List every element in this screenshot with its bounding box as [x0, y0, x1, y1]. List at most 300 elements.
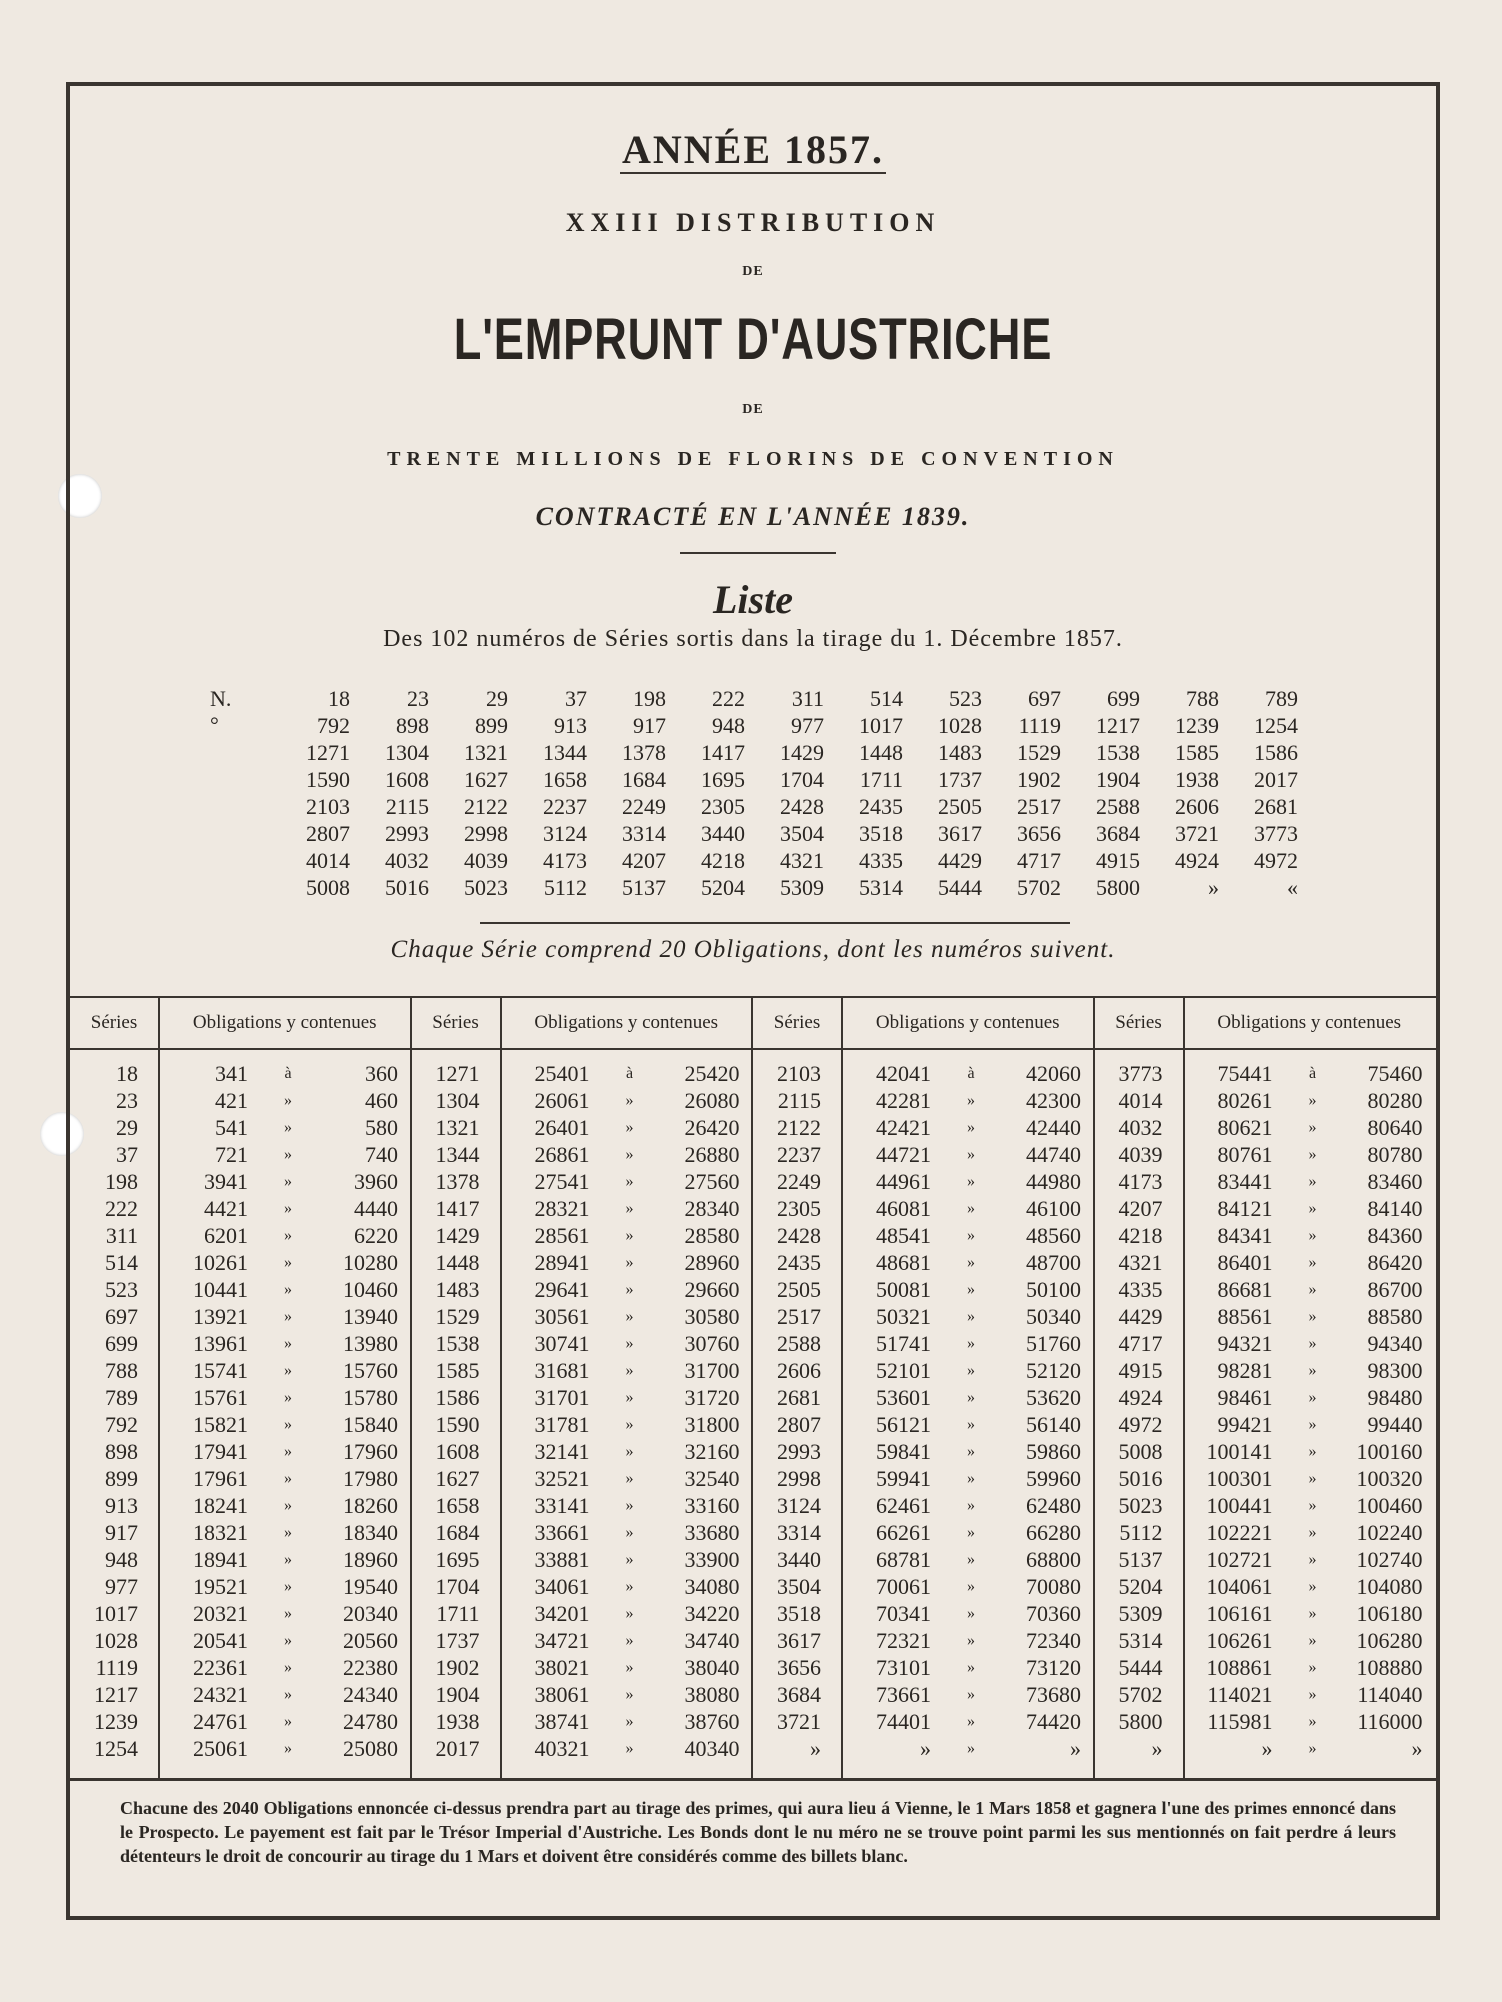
footnote-text: Chacune des 2040 Obligations ennoncée ci-dessus prendra part au tirage des primes, qui aura lieu á Vienne, le 1 Mars 1858 et gagnera l'une des primes ennoncé dans le Prospecto. Le payement est fait par le Trésor Imperial d'Austriche. Les Bonds dont le nu méro ne se trouve point parmi les sus mentionnés on fait perdre á leurs détenteurs le droit de concourir au tirage du 1 Mars et doivent être considérés comme des billets blanc. [120, 1798, 1396, 1866]
obligation-from-cell: 20321 [193, 1601, 248, 1626]
series-cell: 917 [105, 1520, 138, 1545]
range-separator: à [284, 1065, 292, 1082]
range-separator: » [1308, 1740, 1317, 1757]
range-separator: » [284, 1497, 292, 1514]
obligation-to-cell: 42300 [1026, 1088, 1081, 1113]
series-cell: 4039 [1118, 1142, 1163, 1167]
table-row [70, 1573, 1436, 1600]
obligation-to-cell: 106280 [1356, 1628, 1423, 1653]
series-cell: 4335 [1118, 1277, 1163, 1302]
series-number: 697 [1028, 686, 1061, 711]
series-cell: 3617 [777, 1628, 821, 1653]
series-cell: 1904 [435, 1682, 480, 1707]
series-cell: 1417 [435, 1196, 480, 1221]
series-cell: 4915 [1118, 1358, 1163, 1383]
series-number: 1704 [780, 767, 824, 792]
obligation-from-cell: 22361 [193, 1655, 248, 1680]
range-separator: » [1308, 1173, 1317, 1190]
obligation-to-cell: 28960 [684, 1250, 740, 1275]
obligation-from-cell: 25061 [193, 1736, 248, 1761]
series-number: 1254 [1254, 713, 1298, 738]
series-number: 5800 [1096, 875, 1140, 900]
obligation-to-cell: 62480 [1026, 1493, 1081, 1518]
series-number: 1028 [938, 713, 982, 738]
series-number: 2505 [938, 794, 982, 819]
range-separator: » [1308, 1686, 1317, 1703]
range-separator: » [625, 1713, 634, 1730]
range-separator: » [284, 1200, 292, 1217]
range-separator: » [1308, 1362, 1317, 1379]
series-number: 917 [633, 713, 666, 738]
document-sheet [66, 82, 1440, 1920]
series-number: 311 [791, 686, 824, 711]
obligations-table [70, 996, 1436, 1781]
obligation-to-cell: 116000 [1357, 1709, 1423, 1734]
range-separator: » [967, 1551, 975, 1568]
series-number: 1448 [859, 740, 903, 765]
series-cell: 1902 [435, 1655, 480, 1680]
range-separator: » [967, 1443, 975, 1460]
series-number: 2305 [701, 794, 745, 819]
obligation-to-cell: 59960 [1026, 1466, 1081, 1491]
obligation-to-cell: 25420 [684, 1061, 740, 1086]
series-number: 4014 [306, 848, 350, 873]
series-cell: 789 [105, 1385, 138, 1410]
series-number: 3684 [1096, 821, 1140, 846]
range-separator: » [967, 1497, 975, 1514]
obligation-to-cell: » [1411, 1736, 1423, 1761]
obligation-to-cell: 13980 [343, 1331, 398, 1356]
series-number: 5008 [306, 875, 350, 900]
series-number: 4173 [543, 848, 587, 873]
obligation-from-cell: 74401 [876, 1709, 931, 1734]
obligations-column-header: Obligations y contenues [500, 998, 754, 1050]
obligation-from-cell: 98281 [1217, 1358, 1273, 1383]
series-number: 1737 [938, 767, 982, 792]
range-separator: » [284, 1551, 292, 1568]
series-cell: 1344 [435, 1142, 480, 1167]
obligation-to-cell: 94340 [1367, 1331, 1423, 1356]
obligation-to-cell: 52120 [1026, 1358, 1081, 1383]
range-separator: » [1308, 1092, 1317, 1109]
obligation-from-cell: 18321 [193, 1520, 248, 1545]
series-number: 977 [791, 713, 824, 738]
series-number: 3617 [938, 821, 982, 846]
loan-title: L'EMPRUNT D'AUSTRICHE [453, 307, 1053, 372]
series-number: 523 [949, 686, 982, 711]
series-number: 1586 [1254, 740, 1298, 765]
obligation-to-cell: 51760 [1026, 1331, 1081, 1356]
range-separator: » [625, 1686, 634, 1703]
series-cell: 3124 [777, 1493, 821, 1518]
obligation-from-cell: 106161 [1206, 1601, 1273, 1626]
series-number: 789 [1265, 686, 1298, 711]
range-separator: » [967, 1308, 975, 1325]
range-separator: » [625, 1605, 634, 1622]
obligation-from-cell: 6201 [204, 1223, 248, 1248]
range-separator: » [625, 1524, 634, 1541]
table-row [70, 1249, 1436, 1276]
series-number: 5314 [859, 875, 903, 900]
range-separator: » [967, 1524, 975, 1541]
obligation-from-cell: 26861 [534, 1142, 590, 1167]
obligation-to-cell: 50100 [1026, 1277, 1081, 1302]
series-cell: 913 [105, 1493, 138, 1518]
series-number: 1217 [1096, 713, 1140, 738]
obligation-from-cell: 28321 [534, 1196, 590, 1221]
series-number: 4039 [464, 848, 508, 873]
range-separator: » [625, 1443, 634, 1460]
table-row [70, 1114, 1436, 1141]
series-cell: 1271 [435, 1061, 480, 1086]
series-cell: 1378 [435, 1169, 480, 1194]
range-separator: » [284, 1605, 292, 1622]
obligation-from-cell: 80261 [1217, 1088, 1273, 1113]
table-row [70, 1708, 1436, 1735]
range-separator: » [284, 1686, 292, 1703]
range-separator: » [625, 1362, 634, 1379]
obligation-to-cell: 29660 [684, 1277, 740, 1302]
obligation-to-cell: 80640 [1367, 1115, 1423, 1140]
obligation-to-cell: 17960 [343, 1439, 398, 1464]
series-cell: 1239 [94, 1709, 138, 1734]
range-separator: » [284, 1443, 292, 1460]
obligation-from-cell: 32141 [534, 1439, 590, 1464]
series-number: 948 [712, 713, 745, 738]
series-cell: 898 [105, 1439, 138, 1464]
obligation-from-cell: 80761 [1217, 1142, 1273, 1167]
range-separator: » [967, 1578, 975, 1595]
obligation-to-cell: » [1070, 1736, 1081, 1761]
obligation-to-cell: 84360 [1367, 1223, 1423, 1248]
range-separator: » [284, 1308, 292, 1325]
obligation-to-cell: 32540 [684, 1466, 740, 1491]
range-separator: » [1308, 1551, 1317, 1568]
series-cell: 2103 [777, 1061, 821, 1086]
range-separator: » [1308, 1146, 1317, 1163]
range-separator: » [284, 1362, 292, 1379]
series-cell: 1627 [435, 1466, 480, 1491]
range-separator: » [284, 1092, 292, 1109]
series-cell: 697 [105, 1304, 138, 1329]
series-number: 1304 [385, 740, 429, 765]
obligation-from-cell: 73101 [876, 1655, 931, 1680]
range-separator: » [967, 1389, 975, 1406]
series-number: 788 [1186, 686, 1219, 711]
obligation-to-cell: 42060 [1026, 1061, 1081, 1086]
range-separator: » [284, 1119, 292, 1136]
obligation-from-cell: 114021 [1207, 1682, 1273, 1707]
range-separator: » [284, 1173, 292, 1190]
series-number: 1684 [622, 767, 666, 792]
series-number: 198 [633, 686, 666, 711]
series-number: 3504 [780, 821, 824, 846]
obligation-to-cell: 13940 [343, 1304, 398, 1329]
list-title: Liste [713, 577, 793, 622]
range-separator: » [967, 1092, 975, 1109]
obligation-from-cell: 102221 [1206, 1520, 1273, 1545]
obligation-to-cell: 20560 [343, 1628, 398, 1653]
table-row [70, 1303, 1436, 1330]
range-separator: » [1308, 1335, 1317, 1352]
series-cell: 523 [105, 1277, 138, 1302]
series-column-header: Séries [70, 998, 158, 1050]
series-number: 4924 [1175, 848, 1219, 873]
obligation-to-cell: 34740 [684, 1628, 740, 1653]
obligation-from-cell: 34061 [534, 1574, 590, 1599]
table-row [70, 1735, 1436, 1762]
obligation-from-cell: 42421 [876, 1115, 931, 1140]
obligation-from-cell: 88561 [1217, 1304, 1273, 1329]
obligation-to-cell: 80780 [1367, 1142, 1423, 1167]
series-cell: 1321 [435, 1115, 480, 1140]
obligation-to-cell: 26420 [684, 1115, 740, 1140]
obligation-to-cell: 73120 [1026, 1655, 1081, 1680]
series-number: 18 [328, 686, 350, 711]
obligation-to-cell: 18960 [343, 1547, 398, 1572]
obligation-to-cell: 6220 [354, 1223, 398, 1248]
series-number: 699 [1107, 686, 1140, 711]
obligation-from-cell: 46081 [876, 1196, 931, 1221]
obligation-from-cell: 53601 [876, 1385, 931, 1410]
series-number: 792 [317, 713, 350, 738]
obligation-from-cell: 59841 [876, 1439, 931, 1464]
series-cell: 3684 [777, 1682, 821, 1707]
range-separator: » [284, 1146, 292, 1163]
range-separator: » [967, 1416, 975, 1433]
series-number: 2681 [1254, 794, 1298, 819]
series-cell: 788 [105, 1358, 138, 1383]
obligation-from-cell: 50321 [876, 1304, 931, 1329]
obligation-to-cell: 108880 [1356, 1655, 1423, 1680]
series-number: 2428 [780, 794, 824, 819]
obligation-from-cell: 34721 [534, 1628, 590, 1653]
range-separator: » [625, 1200, 634, 1217]
series-cell: 4924 [1118, 1385, 1163, 1410]
obligation-from-cell: 108861 [1206, 1655, 1273, 1680]
range-separator: » [1308, 1497, 1317, 1514]
obligation-from-cell: 51741 [876, 1331, 931, 1356]
range-separator: » [284, 1632, 292, 1649]
series-cell: 4429 [1118, 1304, 1163, 1329]
range-separator: » [1308, 1632, 1317, 1649]
obligation-from-cell: 44961 [876, 1169, 931, 1194]
obligation-to-cell: 102240 [1356, 1520, 1423, 1545]
range-separator: à [967, 1065, 975, 1082]
series-cell: 1429 [435, 1223, 480, 1248]
obligation-to-cell: 44740 [1026, 1142, 1081, 1167]
obligation-to-cell: 10460 [343, 1277, 398, 1302]
range-separator: » [967, 1146, 975, 1163]
range-separator: » [284, 1524, 292, 1541]
series-number: 1239 [1175, 713, 1219, 738]
obligation-from-cell: 10441 [193, 1277, 248, 1302]
series-number: 1344 [543, 740, 587, 765]
obligation-from-cell: 27541 [534, 1169, 590, 1194]
series-number: 2249 [622, 794, 666, 819]
series-cell: 3773 [1118, 1061, 1163, 1086]
obligation-to-cell: 33680 [684, 1520, 740, 1545]
range-separator: » [967, 1335, 975, 1352]
divider-rule-2 [480, 922, 1070, 924]
obligation-from-cell: 68781 [876, 1547, 931, 1572]
series-number: 2606 [1175, 794, 1219, 819]
range-separator: » [967, 1740, 975, 1757]
obligation-from-cell: 28561 [534, 1223, 590, 1248]
obligation-to-cell: 38760 [684, 1709, 740, 1734]
series-number: 3656 [1017, 821, 1061, 846]
series-cell: 3504 [777, 1574, 821, 1599]
series-number: 1585 [1175, 740, 1219, 765]
range-separator: à [625, 1065, 634, 1082]
series-number: 913 [554, 713, 587, 738]
obligation-from-cell: 4421 [204, 1196, 248, 1221]
series-cell: 1304 [435, 1088, 480, 1113]
table-row [70, 1357, 1436, 1384]
obligation-to-cell: 38080 [684, 1682, 740, 1707]
series-number: 2017 [1254, 767, 1298, 792]
series-cell: 1529 [435, 1304, 480, 1329]
range-separator: » [625, 1173, 634, 1190]
range-separator: à [1308, 1065, 1317, 1082]
obligation-from-cell: 15761 [193, 1385, 248, 1410]
series-cell: 1684 [435, 1520, 480, 1545]
range-separator: » [967, 1254, 975, 1271]
obligation-from-cell: 15741 [193, 1358, 248, 1383]
series-cell: 1590 [435, 1412, 480, 1437]
series-number: 2237 [543, 794, 587, 819]
series-number: 1695 [701, 767, 745, 792]
series-number: 4335 [859, 848, 903, 873]
series-cell: 1711 [436, 1601, 480, 1626]
series-number: 5112 [543, 875, 587, 900]
series-number: » [1208, 875, 1219, 900]
range-separator: » [625, 1308, 634, 1325]
series-cell: 5800 [1118, 1709, 1163, 1734]
obligation-to-cell: 31720 [684, 1385, 740, 1410]
obligation-to-cell: 33900 [684, 1547, 740, 1572]
obligation-to-cell: 86420 [1367, 1250, 1423, 1275]
obligation-to-cell: 28340 [684, 1196, 740, 1221]
table-row [70, 1438, 1436, 1465]
series-cell: 1737 [435, 1628, 480, 1653]
series-cell: 899 [105, 1466, 138, 1491]
range-separator: » [967, 1686, 975, 1703]
series-number: 5137 [622, 875, 666, 900]
range-separator: » [967, 1470, 975, 1487]
obligation-to-cell: 580 [365, 1115, 398, 1140]
series-number: 1627 [464, 767, 508, 792]
obligation-from-cell: 94321 [1217, 1331, 1273, 1356]
series-cell: 2435 [777, 1250, 821, 1275]
range-separator: » [1308, 1281, 1317, 1298]
obligation-from-cell: 26061 [534, 1088, 590, 1113]
series-cell: 1658 [435, 1493, 480, 1518]
obligation-to-cell: 34220 [684, 1601, 740, 1626]
obligation-to-cell: 32160 [684, 1439, 740, 1464]
obligation-to-cell: 22380 [343, 1655, 398, 1680]
obligation-to-cell: 74420 [1026, 1709, 1081, 1734]
series-cell: 1586 [435, 1385, 480, 1410]
series-number: 1938 [1175, 767, 1219, 792]
obligation-to-cell: 50340 [1026, 1304, 1081, 1329]
series-cell: 4014 [1118, 1088, 1163, 1113]
obligation-from-cell: 59941 [876, 1466, 931, 1491]
series-cell: 2505 [777, 1277, 821, 1302]
series-number: 3314 [622, 821, 666, 846]
obligation-from-cell: 33661 [534, 1520, 590, 1545]
obligation-from-cell: 56121 [876, 1412, 931, 1437]
obligation-to-cell: 98480 [1367, 1385, 1423, 1410]
table-row [70, 1681, 1436, 1708]
obligation-from-cell: 106261 [1206, 1628, 1273, 1653]
series-cell: 311 [105, 1223, 138, 1248]
range-separator: » [1308, 1308, 1317, 1325]
obligation-from-cell: 33881 [534, 1547, 590, 1572]
series-cell: 3721 [777, 1709, 821, 1734]
series-cell: 23 [116, 1088, 138, 1113]
series-cell: 5023 [1118, 1493, 1163, 1518]
obligation-to-cell: 56140 [1026, 1412, 1081, 1437]
obligation-from-cell: 72321 [876, 1628, 931, 1653]
obligation-to-cell: 70360 [1026, 1601, 1081, 1626]
obligation-from-cell: 541 [215, 1115, 248, 1140]
obligation-to-cell: 73680 [1026, 1682, 1081, 1707]
series-number: 4915 [1096, 848, 1140, 873]
obligation-from-cell: 86401 [1217, 1250, 1273, 1275]
range-separator: » [284, 1254, 292, 1271]
obligation-to-cell: 70080 [1026, 1574, 1081, 1599]
obligation-from-cell: 115981 [1207, 1709, 1273, 1734]
obligation-to-cell: 98300 [1367, 1358, 1423, 1383]
obligation-to-cell: 4440 [354, 1196, 398, 1221]
series-note: Chaque Série comprend 20 Obligations, dont les numéros suivent. [390, 936, 1116, 963]
table-row [70, 1411, 1436, 1438]
series-cell: 2428 [777, 1223, 821, 1248]
series-cell: 2249 [777, 1169, 821, 1194]
series-number: 899 [475, 713, 508, 738]
series-number: 222 [712, 686, 745, 711]
series-cell: 1704 [435, 1574, 480, 1599]
range-separator: » [1308, 1227, 1317, 1244]
amount-heading: TRENTE MILLIONS DE FLORINS DE CONVENTION [387, 448, 1119, 470]
contracted-heading: CONTRACTÉ EN L'ANNÉE 1839. [535, 502, 971, 531]
series-cell: 1695 [435, 1547, 480, 1572]
obligation-to-cell: 27560 [684, 1169, 740, 1194]
series-cell: 5314 [1118, 1628, 1163, 1653]
obligation-to-cell: 46100 [1026, 1196, 1081, 1221]
obligation-to-cell: 15840 [343, 1412, 398, 1437]
series-cell: 29 [116, 1115, 138, 1140]
range-separator: » [284, 1389, 292, 1406]
obligation-to-cell: 84140 [1367, 1196, 1423, 1221]
series-cell: 5444 [1118, 1655, 1163, 1680]
range-separator: » [625, 1281, 634, 1298]
range-separator: » [284, 1713, 292, 1730]
obligation-to-cell: 59860 [1026, 1439, 1081, 1464]
obligation-from-cell: 62461 [876, 1493, 931, 1518]
list-subtitle: Des 102 numéros de Séries sortis dans la tirage du 1. Décembre 1857. [383, 626, 1123, 652]
obligation-from-cell: 421 [215, 1088, 248, 1113]
series-cell: 5309 [1118, 1601, 1163, 1626]
obligation-from-cell: 100441 [1206, 1493, 1273, 1518]
table-row [70, 1276, 1436, 1303]
obligation-from-cell: 70341 [876, 1601, 931, 1626]
obligation-to-cell: 68800 [1026, 1547, 1081, 1572]
series-cell: 2606 [777, 1358, 821, 1383]
series-cell: 1483 [435, 1277, 480, 1302]
series-cell: 37 [116, 1142, 138, 1167]
